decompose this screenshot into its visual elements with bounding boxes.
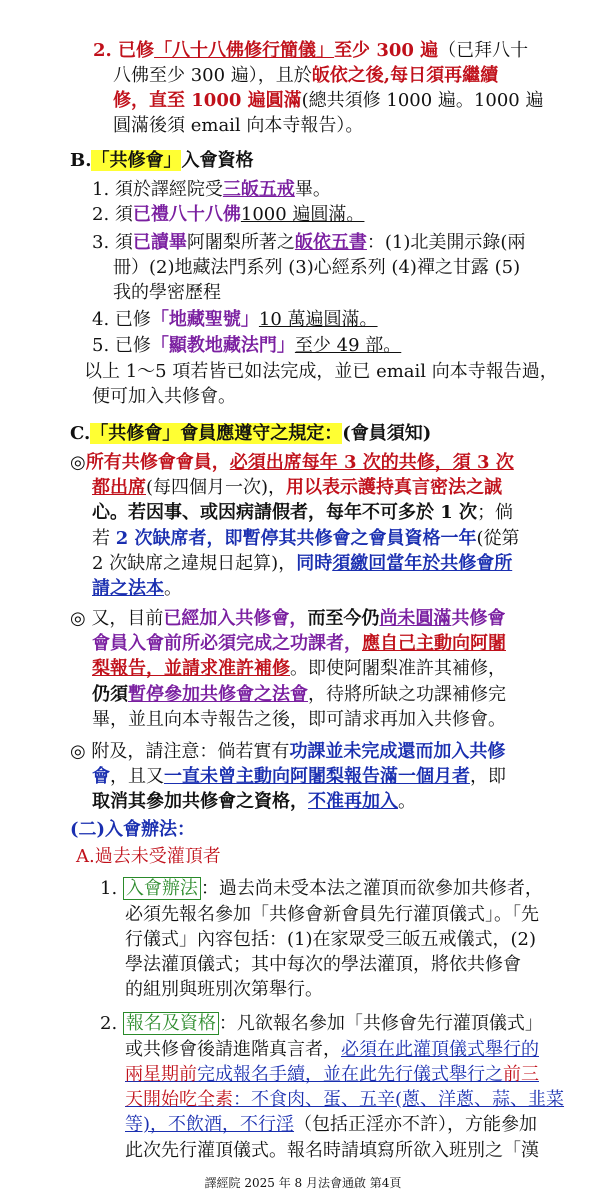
section-b-item-2 <box>92 203 364 227</box>
text: 10 萬遍圓滿。 <box>258 309 378 330</box>
text: 必須出席每年 3 次的共修，須 3 次 <box>229 452 514 473</box>
section-b-item-3-line-3 <box>113 281 221 305</box>
rule-1-line-6 <box>92 577 182 601</box>
method-2-line-3 <box>125 1063 539 1087</box>
text: 共修會 <box>451 608 506 629</box>
text: 以上 1～5 項若皆已如法完成，並已 email 向本寺報告過， <box>84 361 558 382</box>
text: 4. 已修 <box>92 309 151 330</box>
item-2-practice-name: 「八十八佛修行簡儀」 <box>154 40 335 61</box>
text: 會員入會前所必須完成之功課者， <box>92 633 362 654</box>
method-2-label: 報名及資格 <box>123 1012 219 1035</box>
text: 1000 遍圓滿。 <box>240 204 365 225</box>
text: 阿闍梨所著之 <box>186 232 295 253</box>
text: (總共須修 1000 遍。1000 遍 <box>301 90 544 111</box>
text: 請之法本 <box>92 578 164 599</box>
text: 應自己主動向阿闍 <box>362 633 506 654</box>
text: 我的學密歷程 <box>113 282 221 303</box>
method-1-line-2: 必須先報名參加「共修會新會員先行灌頂儀式」。「先 <box>125 904 539 925</box>
text: 「共修會」會員應遵守之規定： <box>90 423 343 444</box>
text: 必須在此灌頂儀式舉行的 <box>341 1039 539 1060</box>
rule-2-line-4 <box>92 683 506 707</box>
text: 都出席 <box>92 477 146 498</box>
rule-2-line-5 <box>92 708 506 732</box>
text: (從第 <box>476 528 520 549</box>
text: 仍須 <box>92 684 128 705</box>
text: 。即使阿闍梨准許其補修， <box>290 658 506 679</box>
text: 三皈五戒 <box>222 179 295 200</box>
method-1-line-3: 行儀式」內容包括：(1)在家眾受三皈五戒儀式，(2) <box>125 929 536 950</box>
text: 前三 <box>503 1064 539 1085</box>
text: 已禮八十八佛 <box>132 204 241 225</box>
method-1-line-4: 學法灌頂儀式；其中每次的學法灌頂，將依共修會 <box>125 954 521 975</box>
section-b-item-5 <box>92 334 401 358</box>
rule-3-line-1 <box>70 740 505 764</box>
section-b-note-1 <box>84 360 558 384</box>
text: 梨報告，並請求准許補修 <box>92 658 290 679</box>
text: 功課並未完成還而加入共修 <box>289 741 506 762</box>
text: 皈依之後,每日須再繼續 <box>311 65 499 86</box>
text: ，方能參加 <box>447 1114 538 1135</box>
text: 。 <box>398 791 416 812</box>
text: 同時 <box>296 553 333 574</box>
text: 修，直至 1000 遍圓滿 <box>113 90 302 111</box>
rule-1-line-3 <box>92 501 513 525</box>
section-2-heading: (二)入會辦法： <box>70 819 196 840</box>
text: 八佛至少 300 遍），且於 <box>113 65 312 86</box>
method-1-line-1 <box>100 877 543 901</box>
text: 若 <box>92 528 116 549</box>
text: 5. 已修 <box>92 335 151 356</box>
item-2-line-4 <box>113 114 363 138</box>
rule-1-line-1 <box>70 451 514 475</box>
text: 畢，並且向本寺報告之後，即可請求再加入共修會。 <box>92 709 506 730</box>
section-b-title <box>70 149 253 173</box>
page-footer: 譯經院 2025 年 8 月法會通啟 第4頁 <box>204 1176 402 1190</box>
rule-1-line-4 <box>92 527 520 551</box>
text: 至少 49 部。 <box>294 335 402 356</box>
text: ；倘 <box>477 502 514 523</box>
section-c-title <box>70 422 431 446</box>
item-2-number: 2. 已修 <box>93 40 155 61</box>
text: 取消其參加共修會之資格， <box>92 791 308 812</box>
section-b-item-4 <box>92 308 378 332</box>
text: 等)，不飲酒，不行淫 <box>125 1114 295 1135</box>
section-2a-heading: A.過去未受灌頂者 <box>76 846 221 867</box>
item-2-line-2 <box>113 64 498 88</box>
text: 所有共修會會員， <box>85 452 230 473</box>
text: 已讀畢 <box>132 232 187 253</box>
section-b-item-3-line-2 <box>113 256 520 280</box>
text: 完成報名手續，並在此先行儀式舉行之 <box>197 1064 503 1085</box>
text: （已拜八十 <box>438 40 529 61</box>
text: 圓滿後須 email 向本寺報告）。 <box>113 115 364 136</box>
text: 或共修會後請進階真言者， <box>125 1039 341 1060</box>
rule-2-line-2 <box>92 632 506 656</box>
text: 心。若因事、或因病請假者，每年不可多於 1 次 <box>92 502 478 523</box>
text: ：(1)北美開示錄(兩 <box>366 232 526 253</box>
rule-1-line-2 <box>92 476 502 500</box>
text: ，即 <box>470 766 506 787</box>
method-2-line-2 <box>125 1038 539 1062</box>
text: 兩星期前 <box>125 1064 197 1085</box>
text: 2 次缺席者，即暫停其共修會之會員資格一年 <box>115 528 477 549</box>
text: 3. 須 <box>92 232 133 253</box>
text: 2. 須 <box>92 204 133 225</box>
method-2-line-5 <box>125 1113 537 1137</box>
method-1-line-5: 的組別與班別次第舉行。 <box>125 979 323 1000</box>
text: 用以表示護持真言密法之誠 <box>286 477 503 498</box>
text: 冊）(2)地藏法門系列 (3)心經系列 (4)禪之甘露 (5) <box>113 257 521 278</box>
text: 1. <box>100 878 118 899</box>
text: 2 次缺席之違規日起算)， <box>92 553 297 574</box>
method-2-line-1 <box>100 1012 543 1036</box>
text: 天開始吃全素 <box>125 1089 233 1110</box>
text: 1. 須於譯經院受 <box>92 179 223 200</box>
text: C. <box>70 423 91 444</box>
item-2-line-1 <box>93 39 528 63</box>
text: 2. <box>100 1013 118 1034</box>
text: 而至今仍 <box>307 608 380 629</box>
text: 不准再加入 <box>308 791 398 812</box>
text: 便可加入共修會。 <box>92 386 236 407</box>
text: 一直未曾主動向阿闍梨報告滿一個月者 <box>164 766 470 787</box>
text: 「地藏聖號」 <box>150 309 259 330</box>
rule-3-line-3 <box>92 790 416 814</box>
rule-3-line-2 <box>92 765 506 789</box>
text: (會員須知) <box>342 423 432 444</box>
text: ◎ 又，目前 <box>70 608 164 629</box>
rule-2-line-1 <box>70 607 505 631</box>
text: （包括正淫亦不許） <box>294 1114 448 1135</box>
text: (每四個月一次)， <box>146 477 287 498</box>
rule-2-line-3 <box>92 657 506 681</box>
text: ：不食肉、蛋、五辛(蔥、洋蔥、蒜、韭菜 <box>233 1089 565 1110</box>
text: 須繳回當年於共修會所 <box>332 553 513 574</box>
text: ，且又 <box>110 766 164 787</box>
text: 已經加入共修會， <box>163 608 308 629</box>
method-1-label: 入會辦法 <box>123 877 201 900</box>
text: 「顯教地藏法門」 <box>150 335 295 356</box>
section-b-item-3 <box>92 231 525 255</box>
rule-1-line-5 <box>92 552 512 576</box>
text: 皈依五書 <box>294 232 367 253</box>
text: B. <box>70 150 92 171</box>
item-2-count: 至少 300 遍 <box>334 40 439 61</box>
text: ，待將所缺之功課補修完 <box>308 684 506 705</box>
text: 暫停參加共修會之法會 <box>128 684 308 705</box>
text: 入會資格 <box>181 150 254 171</box>
item-2-line-3 <box>113 89 543 113</box>
text: 畢。 <box>294 179 331 200</box>
text: 「共修會」 <box>91 150 182 171</box>
method-2-line-4 <box>125 1088 564 1112</box>
text: 。 <box>164 578 182 599</box>
text: 會 <box>92 766 110 787</box>
section-b-item-1 <box>92 178 331 202</box>
text: ：凡欲報名參加「共修會先行灌頂儀式」 <box>218 1013 543 1034</box>
method-2-line-6: 此次先行灌頂儀式。報名時請填寫所欲入班別之「漢 <box>125 1140 539 1161</box>
text: 尚未圓滿 <box>379 608 452 629</box>
text: ◎ 附及，請注意：倘若實有 <box>70 741 290 762</box>
text: ：過去尚未受本法之灌頂而欲參加共修者， <box>200 878 543 899</box>
section-b-note-2 <box>92 385 236 409</box>
text: ◎ <box>70 452 86 473</box>
